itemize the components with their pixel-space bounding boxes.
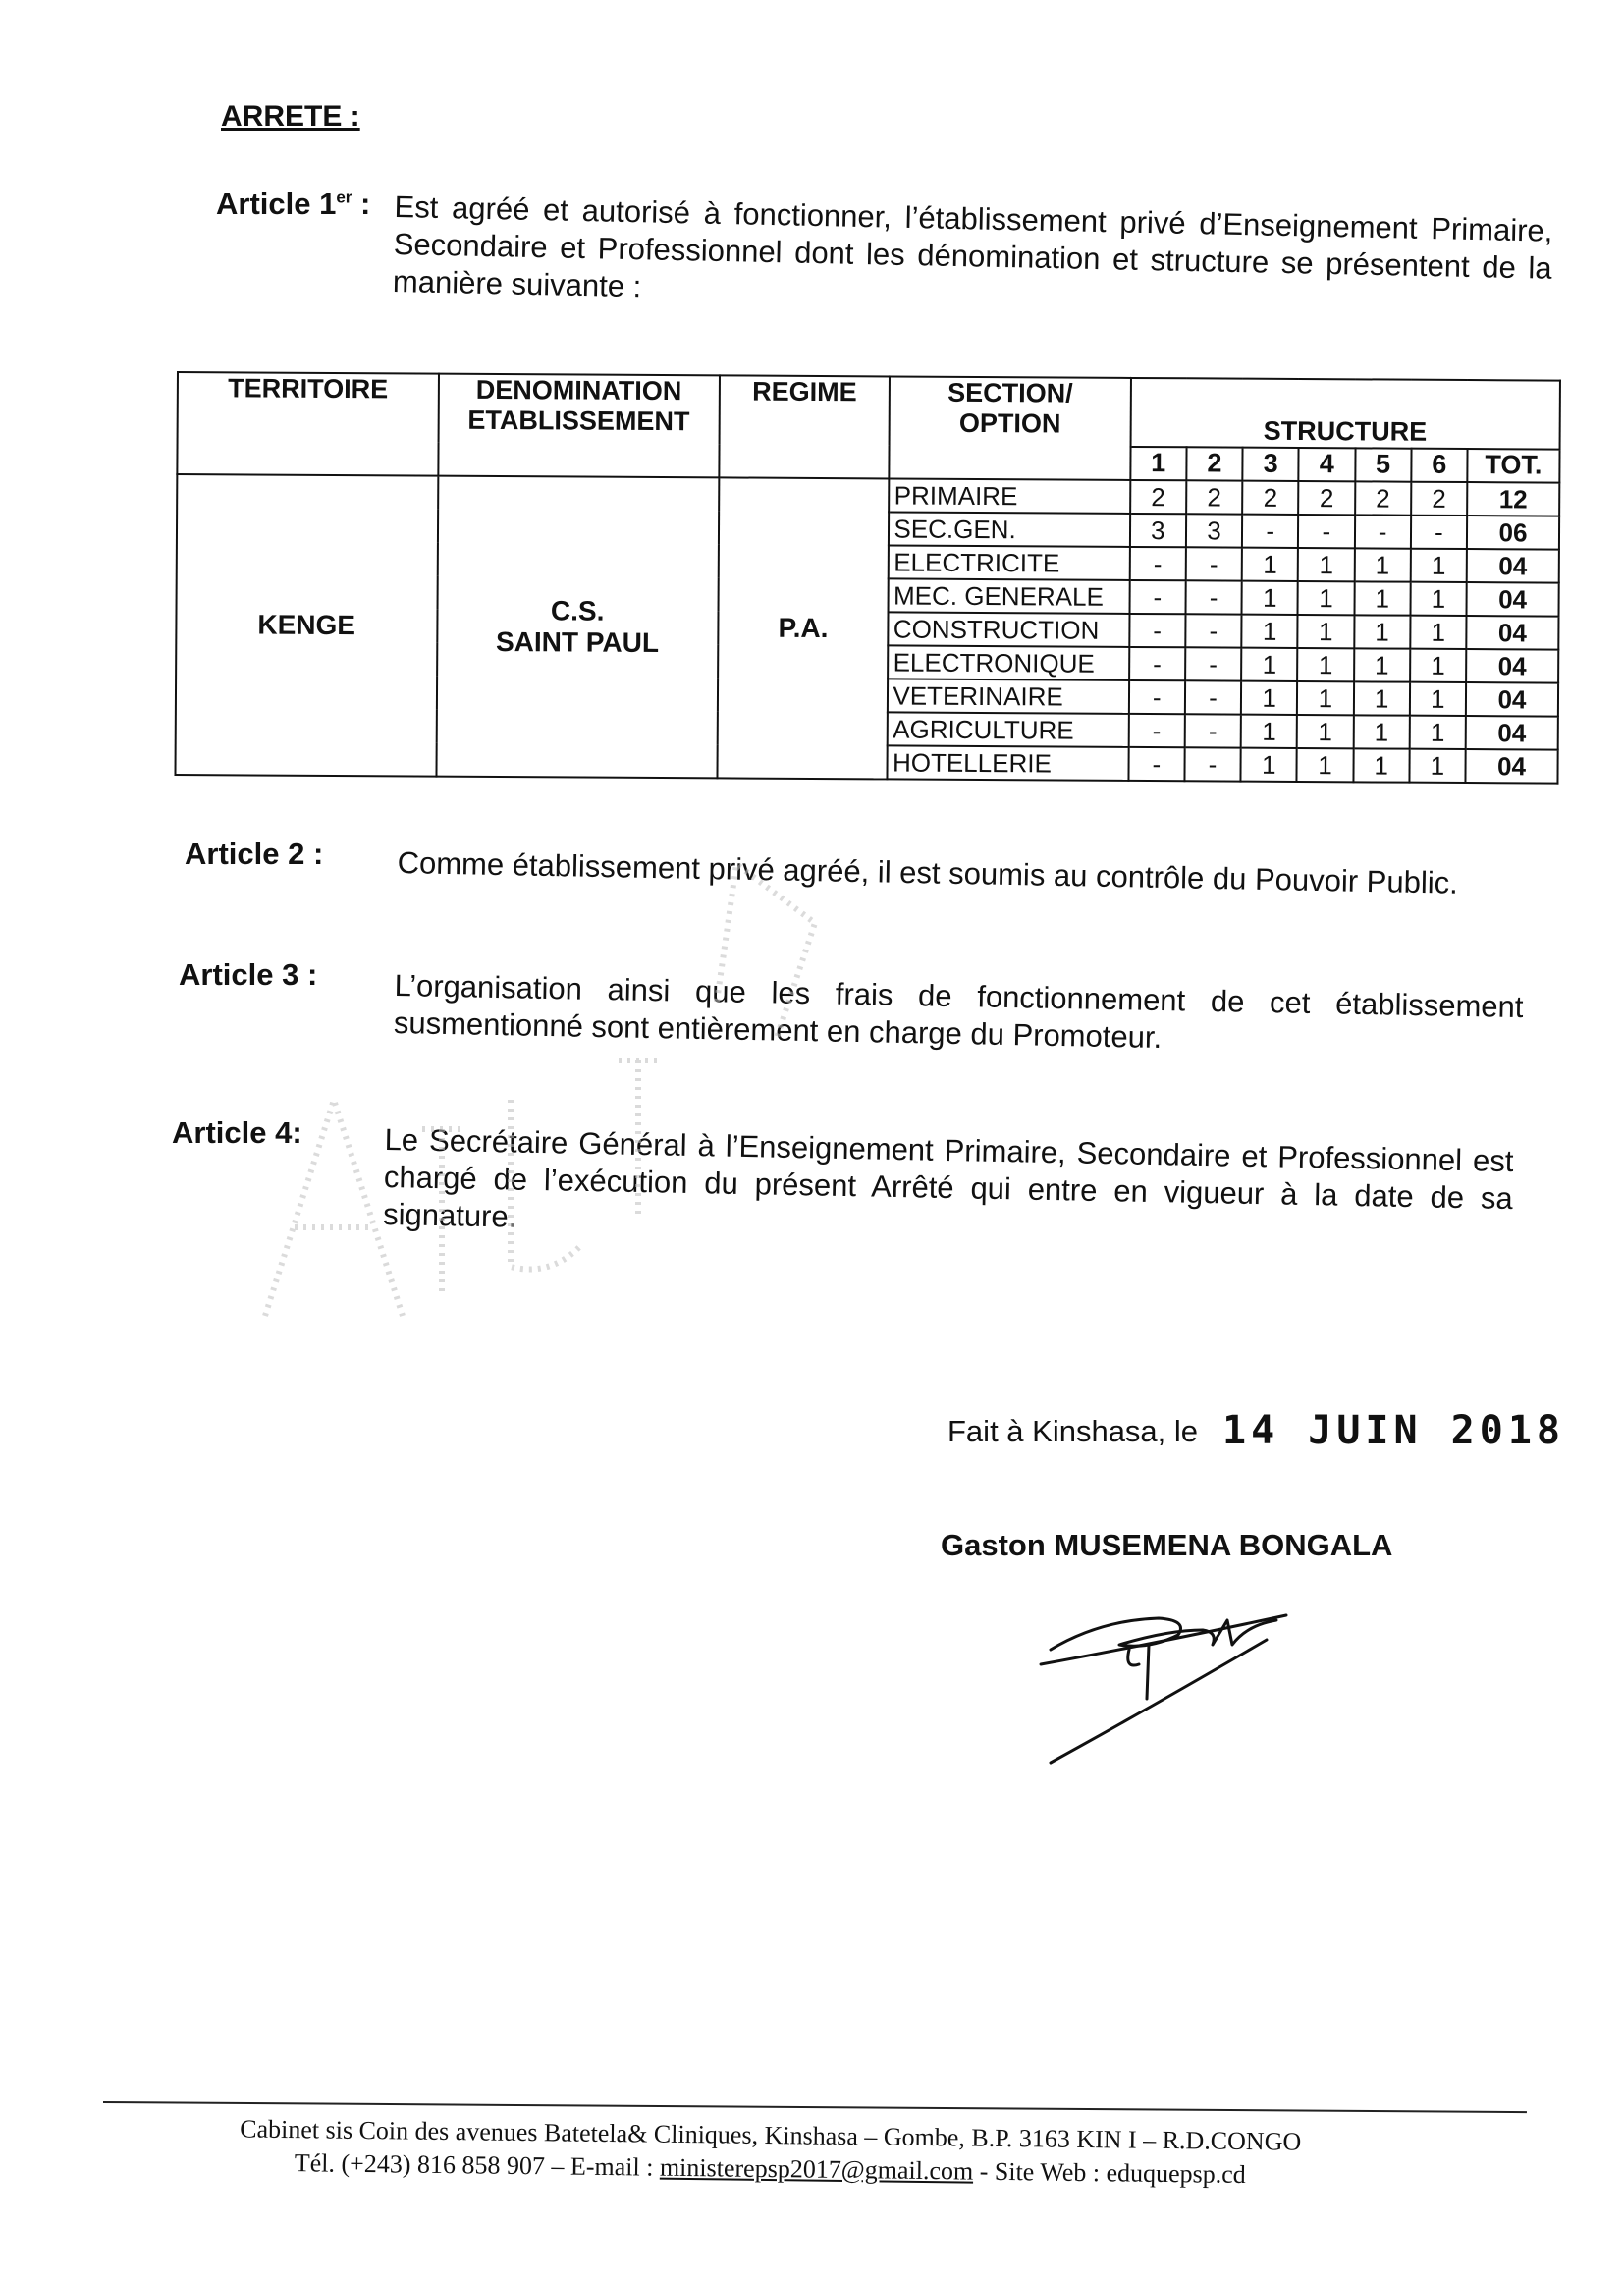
header-col-total: TOT.	[1467, 449, 1559, 483]
header-territoire: TERRITOIRE	[177, 372, 438, 476]
total-cell: 04	[1466, 649, 1558, 683]
struct-cell: -	[1185, 580, 1241, 614]
option-cell: PRIMAIRE	[890, 478, 1130, 513]
territoire-cell: KENGE	[175, 474, 438, 777]
struct-cell: 2	[1130, 480, 1186, 514]
option-cell: ELECTRONIQUE	[889, 645, 1129, 679]
option-cell: CONSTRUCTION	[889, 612, 1129, 646]
table-row	[177, 474, 1559, 516]
struct-cell: 1	[1353, 681, 1409, 715]
header-regime: REGIME	[719, 375, 890, 478]
struct-cell: 1	[1354, 648, 1410, 681]
article-3-text: L’organisation ainsi que les frais de fonctionnement de cet établissement susmentionné sont entièrement en charge du Promoteur.	[393, 967, 1524, 1056]
stamp-watermark-icon	[226, 805, 933, 1355]
option-cell: MEC. GENERALE	[889, 578, 1129, 613]
struct-cell: 1	[1297, 748, 1353, 782]
total-cell: 04	[1467, 549, 1559, 583]
struct-cell: 2	[1298, 481, 1354, 515]
struct-cell: 1	[1241, 715, 1297, 748]
struct-cell: 1	[1298, 615, 1354, 648]
structure-table	[174, 371, 1560, 785]
struct-cell: -	[1298, 515, 1354, 548]
struct-cell: 1	[1410, 582, 1466, 616]
struct-cell: 2	[1355, 481, 1411, 515]
date-stamp: 14 JUIN 2018	[1222, 1408, 1565, 1453]
struct-cell: 2	[1242, 481, 1298, 515]
struct-cell: 2	[1411, 482, 1467, 516]
total-cell: 04	[1465, 749, 1557, 784]
signer-name: Gaston MUSEMENA BONGALA	[941, 1528, 1393, 1562]
struct-cell: 2	[1186, 480, 1242, 514]
struct-cell: 1	[1242, 548, 1298, 581]
struct-cell: 1	[1354, 581, 1410, 615]
struct-cell: -	[1129, 614, 1185, 647]
option-cell: SEC.GEN.	[889, 512, 1129, 546]
struct-cell: 1	[1297, 715, 1353, 748]
struct-cell: 1	[1297, 648, 1353, 681]
struct-cell: 1	[1241, 648, 1297, 681]
struct-cell: 1	[1410, 682, 1466, 716]
struct-cell: -	[1354, 515, 1410, 548]
total-cell: 12	[1467, 482, 1559, 516]
article-2-label: Article 2 :	[185, 837, 324, 871]
footer-email-link[interactable]: ministerepsp2017@gmail.com	[659, 2152, 974, 2186]
header-col-4: 4	[1299, 448, 1355, 481]
struct-cell: 1	[1241, 615, 1297, 648]
regime-cell: P.A.	[717, 477, 890, 779]
struct-cell: -	[1411, 516, 1467, 549]
struct-cell: 1	[1353, 748, 1409, 782]
article-4-label: Article 4:	[172, 1115, 302, 1150]
article-1-label	[216, 187, 370, 222]
struct-cell: 3	[1186, 514, 1242, 547]
total-cell: 04	[1466, 682, 1558, 717]
total-cell: 04	[1466, 616, 1558, 650]
total-cell: 04	[1466, 582, 1558, 617]
struct-cell: 1	[1354, 615, 1410, 648]
struct-cell: -	[1129, 547, 1185, 580]
header-col-2: 2	[1186, 447, 1242, 480]
struct-cell: 3	[1130, 514, 1186, 547]
struct-cell: -	[1129, 680, 1185, 714]
struct-cell: -	[1184, 747, 1240, 781]
denomination-line-1: C.S.	[550, 595, 605, 626]
header-col-6: 6	[1411, 449, 1467, 482]
header-col-5: 5	[1355, 448, 1411, 481]
header-denomination: DENOMINATION ETABLISSEMENT	[438, 374, 720, 478]
article-1-label-sup: er	[336, 188, 352, 207]
struct-cell: -	[1185, 614, 1241, 647]
option-cell: VETERINAIRE	[888, 679, 1128, 713]
header-structure: STRUCTURE	[1130, 378, 1560, 450]
struct-cell: -	[1186, 547, 1242, 580]
total-cell: 06	[1467, 516, 1559, 550]
struct-cell: -	[1185, 647, 1241, 680]
article-4-text: Le Secrétaire Général à l’Enseignement Primaire, Secondaire et Professionnel est chargé de l’exécution du présent Arrêté qui entre en vigueur à la date de sa signature.	[382, 1121, 1514, 1234]
struct-cell: -	[1185, 680, 1241, 714]
total-cell: 04	[1466, 716, 1558, 750]
article-1-label-text: Article 1	[216, 187, 337, 221]
struct-cell: -	[1185, 714, 1241, 747]
struct-cell: -	[1128, 747, 1184, 781]
header-col-3: 3	[1242, 448, 1298, 481]
footer-tel: Tél. (+243) 816 858 907 – E-mail :	[294, 2148, 661, 2182]
footer-site: - Site Web : eduquepsp.cd	[973, 2156, 1246, 2189]
denomination-line-2: SAINT PAUL	[495, 625, 660, 659]
footer	[122, 2111, 1419, 2194]
struct-cell: 1	[1241, 681, 1297, 715]
decree-heading: ARRETE :	[221, 100, 360, 133]
struct-cell: -	[1129, 580, 1185, 614]
struct-cell: 1	[1409, 749, 1465, 783]
signature-icon	[1031, 1591, 1345, 1767]
struct-cell: 1	[1298, 548, 1354, 581]
option-cell: AGRICULTURE	[888, 712, 1128, 746]
struct-cell: 1	[1241, 748, 1297, 782]
option-cell: ELECTRICITE	[889, 545, 1129, 579]
article-1-text: Est agréé et autorisé à fonctionner, l’établissement privé d’Enseignement Primaire, Secondaire et Professionnel dont les dénomination et structure se présentent de la manière suivante :	[392, 189, 1553, 304]
footer-address: Cabinet sis Coin des avenues Batetela& Cliniques, Kinshasa – Gombe, B.P. 3163 KIN I – R.D.CONGO	[240, 2114, 1302, 2156]
denomination-cell	[436, 476, 719, 779]
article-1-label-suffix: :	[352, 187, 371, 221]
struct-cell: 1	[1410, 549, 1466, 582]
footer-divider	[103, 2101, 1527, 2113]
struct-cell: 1	[1353, 715, 1409, 748]
article-3-label: Article 3 :	[179, 957, 318, 992]
struct-cell: -	[1242, 515, 1298, 548]
struct-cell: 1	[1298, 581, 1354, 615]
struct-cell: 1	[1410, 649, 1466, 682]
struct-cell: 1	[1409, 716, 1465, 749]
header-section-option: SECTION/ OPTION	[890, 376, 1131, 479]
article-2-text: Comme établissement privé agréé, il est soumis au contrôle du Pouvoir Public.	[397, 844, 1459, 900]
struct-cell: 1	[1297, 681, 1353, 715]
struct-cell: 1	[1242, 581, 1298, 615]
struct-cell: -	[1129, 647, 1185, 680]
struct-cell: 1	[1354, 548, 1410, 581]
struct-cell: 1	[1410, 616, 1466, 649]
option-cell: HOTELLERIE	[888, 745, 1128, 780]
signature-place: Fait à Kinshasa, le	[947, 1414, 1199, 1448]
struct-cell: -	[1128, 714, 1184, 747]
header-col-1: 1	[1130, 447, 1186, 480]
